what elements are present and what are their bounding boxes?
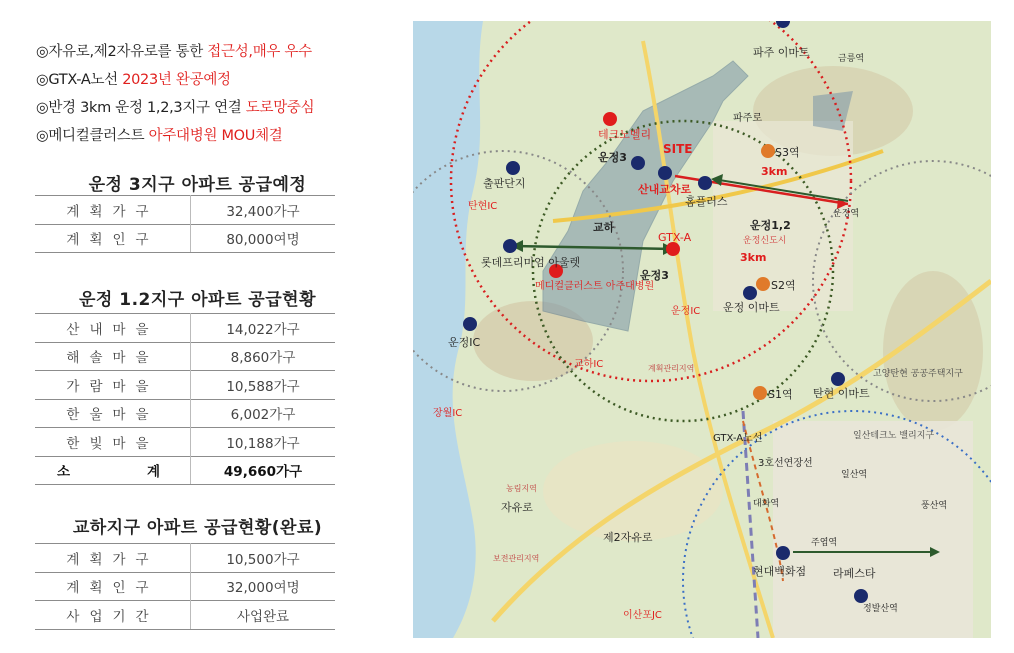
label-unjeong12: 운정1,2	[750, 219, 791, 232]
label-homeplus: 홈플러스	[685, 195, 728, 208]
marker-s2[interactable]	[756, 277, 770, 291]
marker-outlet[interactable]	[503, 239, 517, 253]
table-row: 계획인구 80,000여명	[35, 224, 335, 253]
label-unjeong-west: 운정IC	[448, 336, 481, 349]
bullet-item: ◎자유로,제2자유로를 통한 접근성,매우 우수	[36, 44, 312, 60]
table-unjeong12	[35, 313, 335, 485]
label-plan-area: 계획관리지역	[648, 364, 695, 373]
table-row: 산내마을 14,022가구	[35, 314, 335, 343]
label-tanhyeon-emart: 탄현 이마트	[813, 387, 870, 400]
label-goyang-ic: 장월IC	[433, 408, 463, 419]
label-pungsan: 풍산역	[921, 501, 948, 511]
marker-gtx[interactable]	[666, 242, 680, 256]
label-gtx: GTX-A	[658, 231, 692, 244]
label-s1: S1역	[768, 388, 793, 401]
farmland	[543, 441, 723, 541]
bullet-item: ◎메디컬클러스트 아주대병원 MOU체결	[36, 128, 283, 144]
label-changreung-ic: 교하IC	[574, 359, 604, 370]
label-ichul: 이산포JC	[623, 610, 662, 621]
marker-s3[interactable]	[761, 144, 775, 158]
marker-hyundai[interactable]	[776, 546, 790, 560]
label-eunjeong-emart: 운정 이마트	[723, 301, 780, 314]
label-gyoha: 교하	[593, 221, 615, 234]
label-daehwa: 대화역	[753, 499, 780, 509]
label-lafesta: 라페스타	[833, 567, 876, 580]
table-row: 해솔마을 8,860가구	[35, 342, 335, 371]
label-geumreung: 금릉역	[838, 54, 865, 64]
label-hyundai: 현대백화점	[753, 565, 807, 578]
marker-unjeong-west[interactable]	[463, 317, 477, 331]
label-newtown: 운정신도시	[743, 236, 787, 246]
label-radius1: 3km	[761, 165, 788, 178]
section-title-gyoha: 교하지구 아파트 공급현황(완료)	[72, 518, 323, 538]
table-row: 한빛마을 10,188가구	[35, 428, 335, 457]
label-paju-emart: 파주 이마트	[753, 46, 810, 59]
map-canvas	[413, 21, 991, 638]
table-row: 한울마을 6,002가구	[35, 399, 335, 428]
table-row: 계획가구 10,500가구	[35, 544, 335, 573]
feature-bullets	[36, 38, 314, 150]
label-outlet: 롯데프리미엄 아울렛	[481, 256, 581, 269]
label-medical: 메디컬클러스트 아주대병원	[535, 281, 655, 292]
table-gyoha	[35, 543, 335, 630]
label-chulpan: 출판단지	[483, 177, 526, 190]
label-gtx-line: GTX-A노선	[713, 433, 763, 444]
left-panel	[0, 0, 395, 653]
marker-unjeong3[interactable]	[631, 156, 645, 170]
label-s3: S3역	[775, 146, 800, 159]
marker-tanhyeon-emart[interactable]	[831, 372, 845, 386]
section-title-unjeong12: 운정 1.2지구 아파트 공급현황	[78, 290, 316, 310]
bullet-item: ◎GTX-A노선 2023년 완공예정	[36, 72, 231, 88]
label-freeway1: 자유로	[501, 501, 533, 514]
marker-lafesta[interactable]	[854, 589, 868, 603]
label-line3: 3호선연장선	[758, 458, 813, 469]
marker-chulpan[interactable]	[506, 161, 520, 175]
marker-techno[interactable]	[603, 112, 617, 126]
table-row: 사업기간 사업완료	[35, 601, 335, 630]
label-ilsan: 일산역	[841, 470, 868, 480]
table-row: 계획가구 32,400가구	[35, 196, 335, 225]
location-map	[413, 21, 991, 638]
label-goyang-city: 고양탄현 공공주택지구	[873, 369, 963, 379]
label-unjeong-ic: 운정IC	[671, 306, 701, 317]
label-freeway2: 제2자유로	[603, 531, 653, 544]
label-s2: S2역	[771, 279, 796, 292]
label-site: SITE	[663, 142, 693, 156]
label-unjeong3: 운정3	[598, 151, 627, 164]
label-unjeong-station: 운정역	[833, 209, 860, 219]
marker-eunjeong-emart[interactable]	[743, 286, 757, 300]
section-title-unjeong3: 운정 3지구 아파트 공급예정	[88, 175, 307, 195]
label-conservation: 보전관리지역	[493, 554, 540, 563]
label-jeongbalsan: 정발산역	[863, 604, 898, 614]
marker-s1[interactable]	[753, 386, 767, 400]
label-site-place: 산내교차로	[638, 183, 692, 196]
label-paju-road: 파주로	[733, 113, 762, 124]
label-ilsan-dist: 일산테크노 밸리지구	[853, 431, 935, 441]
table-total-row: 소 계 49,660가구	[35, 456, 335, 485]
table-row: 계획인구 32,000여명	[35, 572, 335, 601]
label-tanhyeon-ic: 탄현IC	[468, 201, 498, 212]
bullet-item: ◎반경 3km 운정 1,2,3지구 연결 도로망중심	[36, 100, 315, 116]
table-unjeong3	[35, 195, 335, 253]
label-juyeop: 주엽역	[811, 538, 838, 548]
marker-site[interactable]	[658, 166, 672, 180]
label-agri: 농림지역	[506, 484, 537, 493]
label-techno: 테크노벨리	[598, 128, 652, 141]
table-row: 가람마을 10,588가구	[35, 371, 335, 400]
marker-homeplus[interactable]	[698, 176, 712, 190]
label-radius2: 3km	[740, 251, 767, 264]
label-unjeong3b: 운정3	[640, 269, 669, 282]
